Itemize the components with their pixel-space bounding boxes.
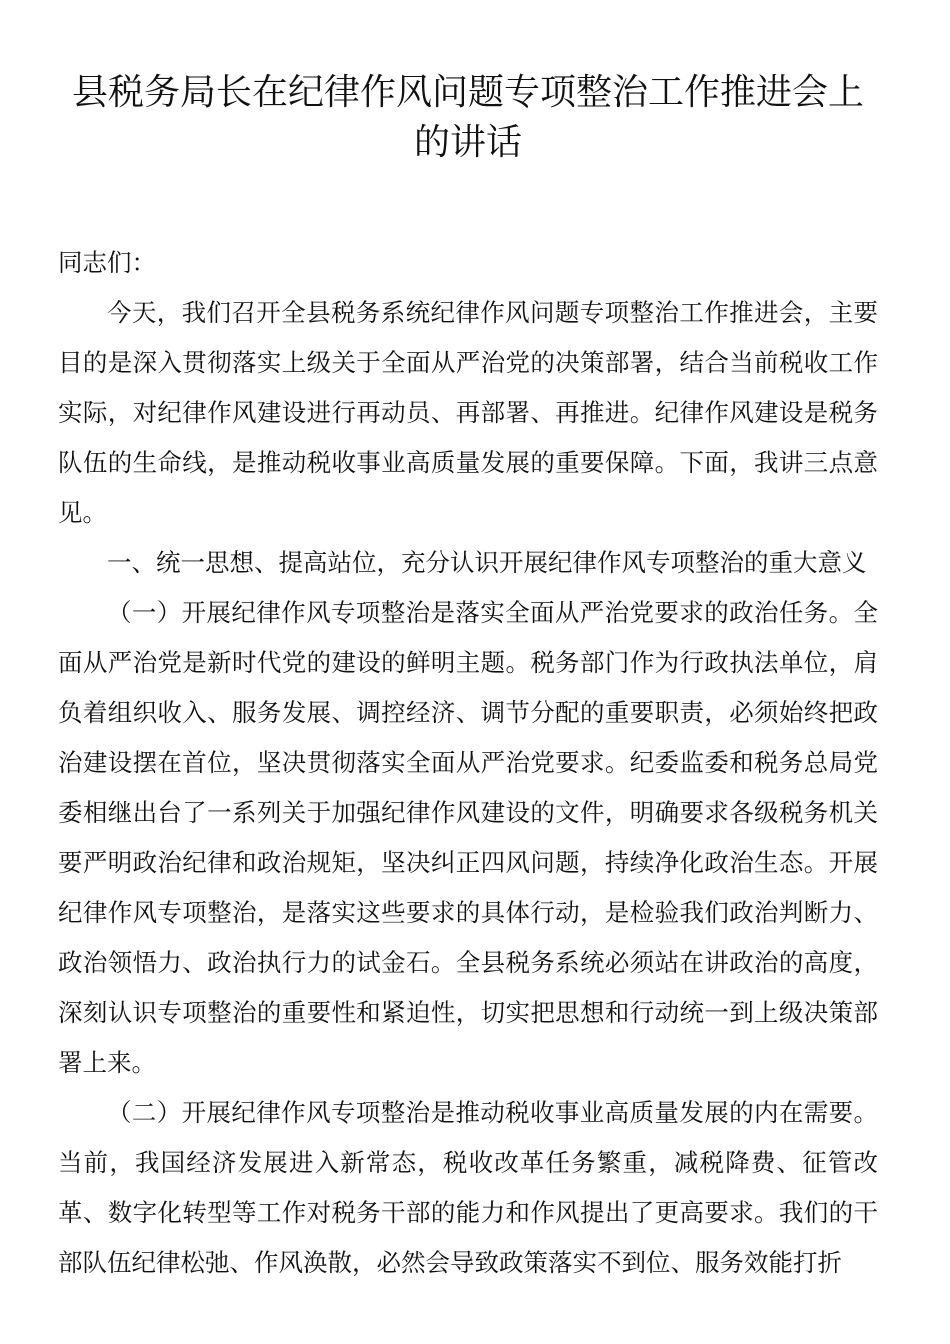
document-title: 县税务局长在纪律作风问题专项整治工作推进会上的讲话	[71, 72, 864, 163]
paragraph-intro: 今天，我们召开全县税务系统纪律作风问题专项整治工作推进会，主要目的是深入贯彻落实上级关于全面从严治党的决策部署，结合当前税收工作实际，对纪律作风建设进行再动员、再部署、再推进。纪律作风建设是税务队伍的生命线，是推动税收事业高质量发展的重要保障。下面，我讲三点意见。	[58, 298, 878, 527]
salutation: 同志们：	[58, 248, 156, 277]
paragraph-point-1: （一）开展纪律作风专项整治是落实全面从严治党要求的政治任务。全面从严治党是新时代党的建设的鲜明主题。税务部门作为行政执法单位，肩负着组织收入、服务发展、调控经济、调节分配的重要职责，必须始终把政治建设摆在首位，坚决贯彻落实全面从严治党要求。纪委监委和税务总局党委相继出台了一系列关于加强纪律作风建设的文件，明确要求各级税务机关要严明政治纪律和政治规矩，坚决纠正四风问题，持续净化政治生态。开展纪律作风专项整治，是落实这些要求的具体行动，是检验我们政治判断力、政治领悟力、政治执行力的试金石。全县税务系统必须站在讲政治的高度，深刻认识专项整治的重要性和紧迫性，切实把思想和行动统一到上级决策部署上来。	[58, 598, 878, 1077]
section-heading-1: 一、统一思想、提高站位，充分认识开展纪律作风专项整治的重大意义	[107, 548, 867, 577]
paragraph-point-2: （二）开展纪律作风专项整治是推动税收事业高质量发展的内在需要。当前，我国经济发展进入新常态，税收改革任务繁重，减税降费、征管改革、数字化转型等工作对税务干部的能力和作风提出了更高要求。我们的干部队伍纪律松弛、作风涣散，必然会导致政策落实不到位、服务效能打折	[58, 1098, 878, 1277]
